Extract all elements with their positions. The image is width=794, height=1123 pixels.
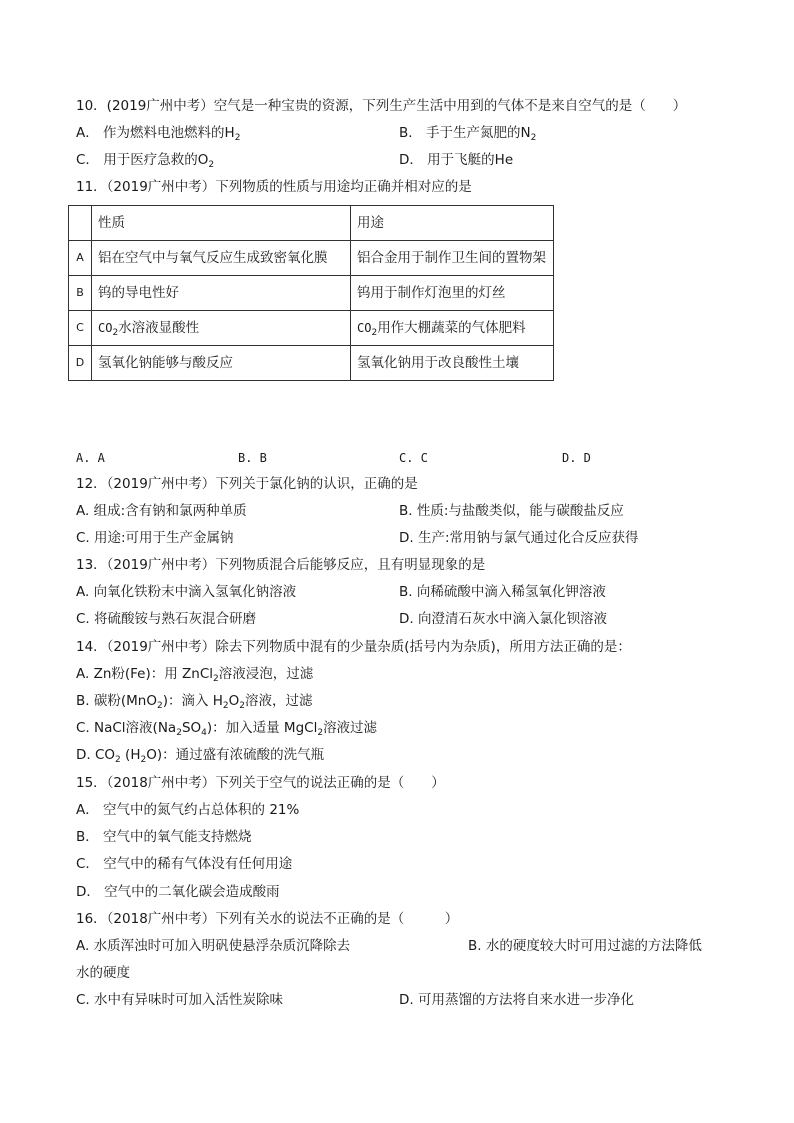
q16-option-c: C. 水中有异味时可加入活性炭除味 [76,992,284,1008]
table-header-use: 用途 [351,206,554,241]
q15-stem: 15．（2018广州中考）下列关于空气的说法正确的是（ ） [76,775,445,791]
table-row [69,311,554,346]
table-header-row [69,206,554,241]
q16-option-b-continued: 水的硬度 [76,965,130,981]
q13-option-a: A. 向氧化铁粉末中滴入氢氧化钠溶液 [76,584,297,600]
q16-option-a: A. 水质浑浊时可加入明矾使悬浮杂质沉降除去 [76,938,351,954]
q14-stem: 14．（2019广州中考）除去下列物质中混有的少量杂质(括号内为杂质)，所用方法正确的是： [76,639,631,655]
q11-stem: 11．（2019广州中考）下列物质的性质与用途均正确并相对应的是 [76,179,472,195]
q11-property-table [68,205,554,381]
row-prop: 氢氧化钠能够与酸反应 [92,346,351,381]
q12-option-a: A. 组成:含有钠和氯两种单质 [76,503,247,519]
q14-option-c: C. NaCl溶液$(Na_2SO_4)$：加入适量 MgCl$_2$溶液过滤 [76,720,378,738]
q13-option-b: B. 向稀硫酸中滴入稀氢氧化钾溶液 [399,584,606,600]
row-use: 铝合金用于制作卫生间的置物架 [351,241,554,276]
row-use: $CO_2$用作大棚蔬菜的气体肥料 [351,311,554,346]
row-prop: 钨的导电性好 [92,276,351,311]
q10-option-c: C． 用于医疗急救的$O_2$ [76,152,215,170]
q13-option-c: C. 将硫酸铵与熟石灰混合研磨 [76,611,257,627]
q10-option-d: D． 用于飞艇的He [399,152,514,168]
row-letter: B [69,276,92,311]
q11-answer-b: B. B [238,451,267,465]
row-use: 钨用于制作灯泡里的灯丝 [351,276,554,311]
q14-option-b: B. 碳粉(MnO$_2$)：滴入 $H_2O_2$溶液，过滤 [76,693,313,711]
row-prop: 铝在空气中与氧气反应生成致密氧化膜 [92,241,351,276]
q12-stem: 12．（2019广州中考）下列关于氯化钠的认识，正确的是 [76,476,418,492]
q11-answer-a: A. A [76,451,105,465]
q10-stem: 10．(2019广州中考）空气是一种宝贵的资源，下列生产生活中用到的气体不是来自空气的是（ ） [76,98,687,114]
table-header-prop: 性质 [92,206,351,241]
table-cell [69,206,92,241]
q10-option-a: A． 作为燃料电池燃料的$H_2$ [76,125,241,143]
q11-answer-d: D. D [562,451,591,465]
table-row [69,241,554,276]
q12-option-d: D. 生产:常用钠与氯气通过化合反应获得 [399,530,639,546]
table-row [69,346,554,381]
q16-option-d: D. 可用蒸馏的方法将自来水进一步净化 [399,992,634,1008]
row-letter: D [69,346,92,381]
row-use: 氢氧化钠用于改良酸性土壤 [351,346,554,381]
row-prop: $CO_2$水溶液显酸性 [92,311,351,346]
q13-option-d: D. 向澄清石灰水中滴入氯化钡溶液 [399,611,607,627]
q12-option-b: B. 性质:与盐酸类似，能与碳酸盐反应 [399,503,624,519]
q12-option-c: C. 用途:可用于生产金属钠 [76,530,234,546]
row-letter: A [69,241,92,276]
q16-stem: 16．（2018广州中考）下列有关水的说法不正确的是（ ） [76,911,459,927]
q13-stem: 13．（2019广州中考）下列物质混合后能够反应，且有明显现象的是 [76,557,486,573]
table-row [69,276,554,311]
q15-option-d: D． 空气中的二氧化碳会造成酸雨 [76,884,280,900]
q16-option-b: B. 水的硬度较大时可用过滤的方法降低 [468,938,702,954]
q14-option-a: A. Zn粉(Fe)：用 ZnCl$_2$溶液浸泡，过滤 [76,666,314,684]
q15-option-a: A． 空气中的氮气约占总体积的 21% [76,802,300,818]
q15-option-b: B． 空气中的氧气能支持燃烧 [76,829,252,845]
q15-option-c: C． 空气中的稀有气体没有任何用途 [76,856,293,872]
q10-option-b: B． 手于生产氮肥的$N_2$ [399,125,537,143]
q11-answer-c: C. C [399,451,428,465]
row-letter: C [69,311,92,346]
q14-option-d: D. $CO_2$ $(H_2O)$：通过盛有浓硫酸的洗气瓶 [76,747,325,765]
